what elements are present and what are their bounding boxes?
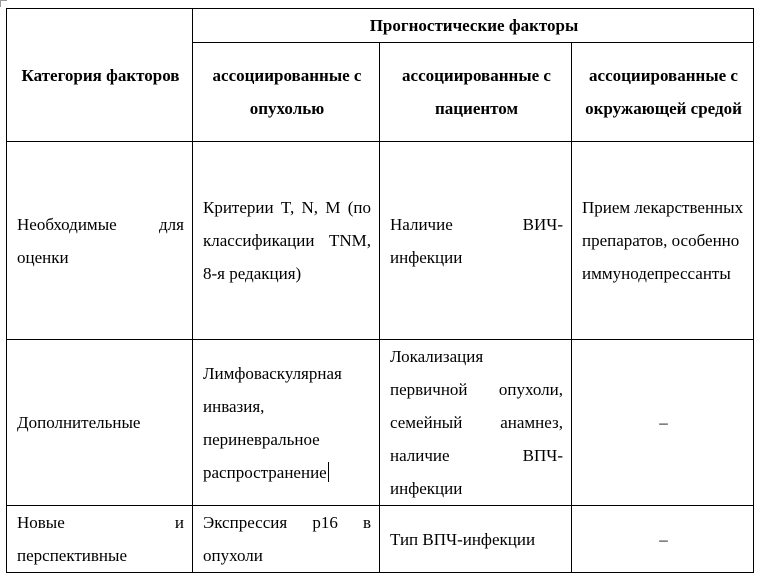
cell-category-text: Необходимые для оценки bbox=[17, 214, 184, 267]
cell-tumor-text: Критерии T, N, M (по классификации TNM, 8-я редакция) bbox=[203, 198, 371, 283]
cell-environment-text: – bbox=[659, 529, 668, 549]
cell-category bbox=[7, 142, 193, 340]
header-group-text: Прогностические факторы bbox=[369, 16, 579, 35]
cell-tumor-text: Экспрессия p16 в опухоли bbox=[203, 513, 371, 565]
header-row-top bbox=[7, 9, 754, 43]
header-environment-text: ассоциированные с окружающей средой bbox=[585, 66, 742, 118]
cell-category-text: Новые и перспективные bbox=[17, 513, 184, 565]
text-cursor bbox=[328, 462, 329, 482]
cell-patient-text: Тип ВПЧ-инфекции bbox=[390, 529, 536, 549]
header-tumor-text: ассоциированные с опухолью bbox=[212, 66, 362, 118]
cell-category bbox=[7, 506, 193, 573]
header-category bbox=[7, 9, 193, 142]
cell-tumor bbox=[193, 142, 380, 340]
cell-tumor-text: Лимфоваскулярная инвазия, периневральное распространение bbox=[203, 363, 342, 482]
cell-patient bbox=[380, 142, 572, 340]
cell-environment bbox=[572, 142, 754, 340]
cell-tumor[interactable] bbox=[193, 340, 380, 506]
cell-category bbox=[7, 340, 193, 506]
header-tumor bbox=[193, 43, 380, 142]
header-patient bbox=[380, 43, 572, 142]
cell-environment-text: – bbox=[659, 413, 668, 432]
table-row bbox=[7, 142, 754, 340]
cell-patient bbox=[380, 340, 572, 506]
table-row bbox=[7, 340, 754, 506]
cell-tumor bbox=[193, 506, 380, 573]
header-patient-text: ассоциированные с пациентом bbox=[402, 66, 551, 118]
cell-patient-text: Наличие ВИЧ-инфекции bbox=[390, 214, 563, 267]
page-corner-mark bbox=[0, 0, 7, 7]
cell-environment bbox=[572, 506, 754, 573]
table-row bbox=[7, 506, 754, 573]
cell-environment bbox=[572, 340, 754, 506]
header-prognostic-factors bbox=[193, 9, 754, 43]
cell-patient bbox=[380, 506, 572, 573]
prognostic-factors-table bbox=[6, 8, 754, 573]
header-category-text: Категория факторов bbox=[21, 65, 180, 85]
cell-patient-text: Локализация первичной опухоли, семейный анамнез, наличие ВПЧ-инфекции bbox=[390, 347, 563, 498]
header-environment bbox=[572, 43, 754, 142]
cell-category-text: Дополнительные bbox=[17, 413, 141, 432]
cell-environment-text: Прием лекарственных препаратов, особенно иммунодепрессанты bbox=[582, 198, 744, 283]
